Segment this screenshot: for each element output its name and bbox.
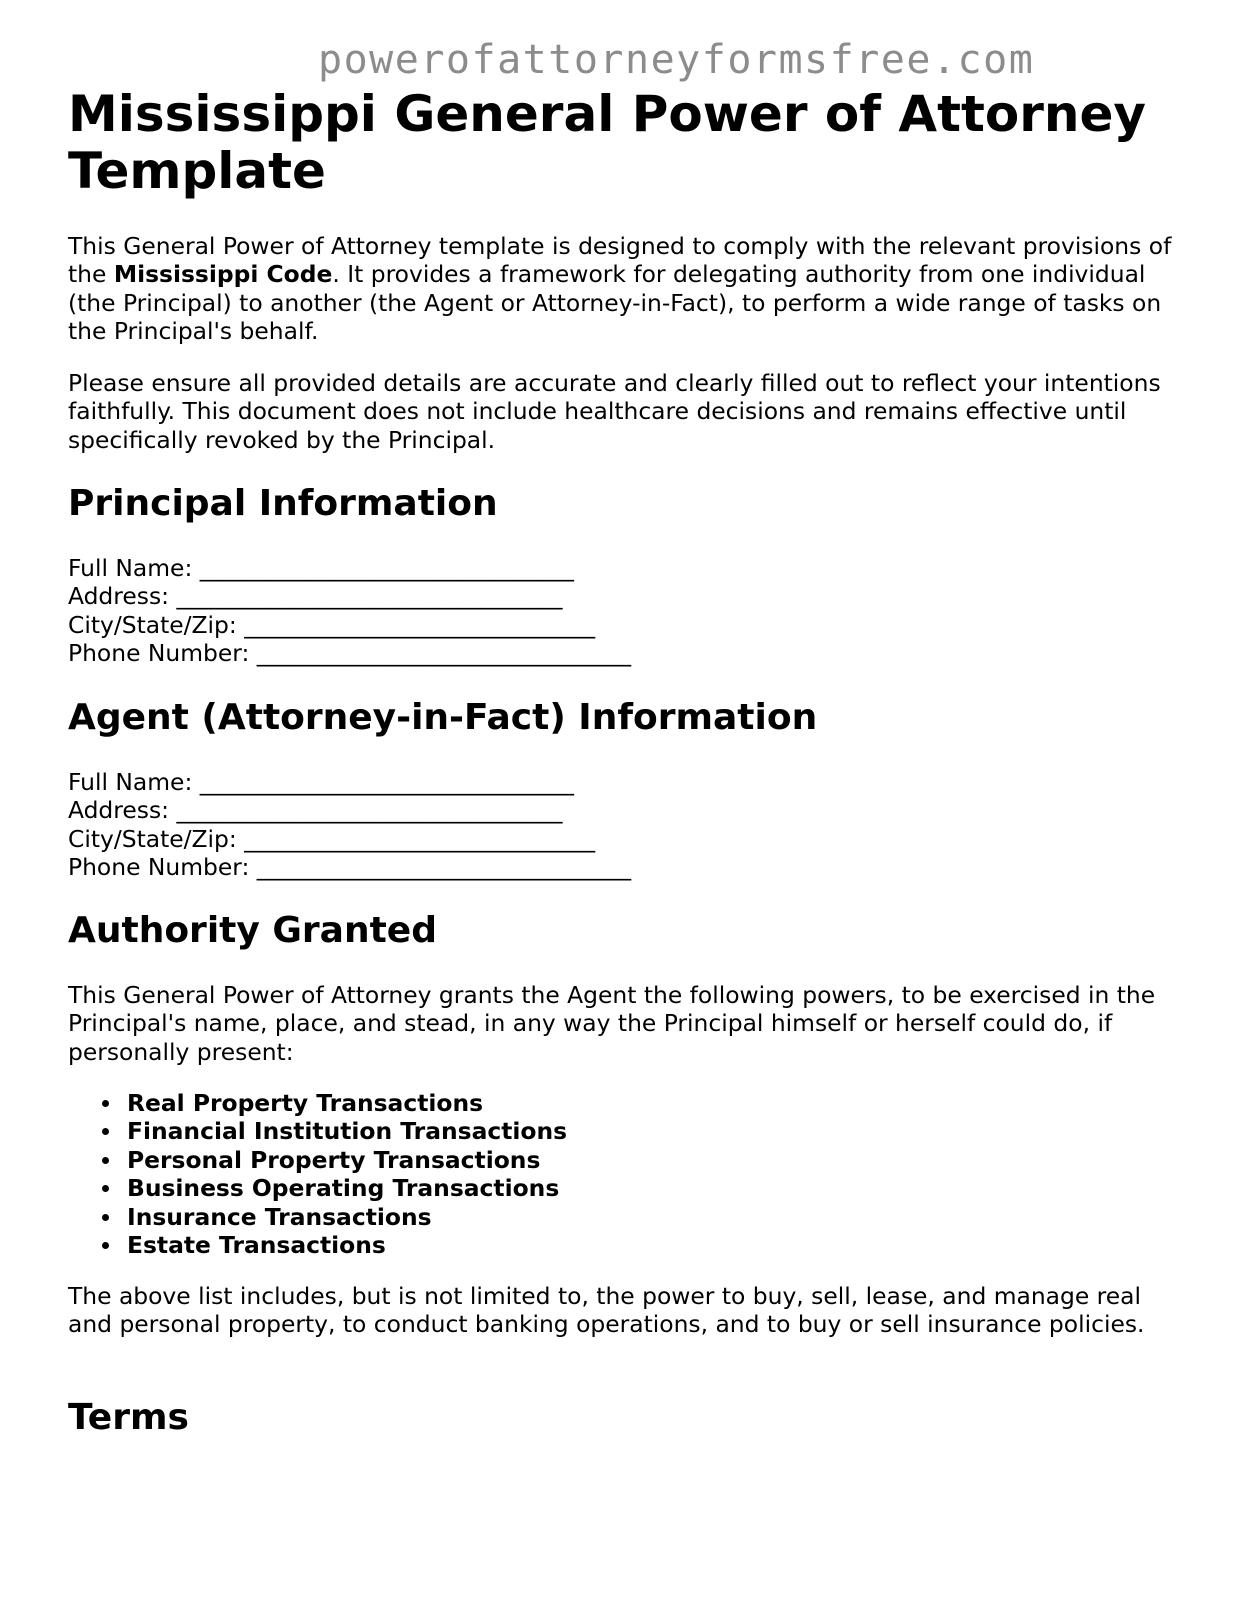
principal-full-name-field[interactable]: Full Name: ________________________________ xyxy=(68,554,575,582)
principal-phone-number-field[interactable]: Phone Number: ________________________________ xyxy=(68,639,632,668)
terms-heading: Terms xyxy=(68,1397,189,1438)
authority-heading: Authority Granted xyxy=(68,910,437,951)
list-item: Business Operating Transactions xyxy=(127,1174,567,1202)
principal-city-state-zip-field[interactable]: City/State/Zip: ______________________________ xyxy=(68,610,596,639)
principal-heading: Principal Information xyxy=(68,483,498,524)
intro-text-end: . It provides a framework for delegating authority from one individual (the Principal) to another (the Agent or Attorney-in-Fact), to perform a wide range of tasks on the Principal's behalf. xyxy=(68,260,1162,345)
mississippi-code-bold: Mississippi Code xyxy=(113,260,333,289)
document-title: Mississippi General Power of Attorney Template xyxy=(68,85,1147,200)
authority-intro-paragraph: This General Power of Attorney grants the Agent the following powers, to be exercised in the Principal's name, place, and stead, in any way the Principal himself or herself could do, if personally present: xyxy=(68,981,1156,1066)
principal-fields xyxy=(68,554,631,668)
list-item: Personal Property Transactions xyxy=(127,1146,567,1174)
authority-note-paragraph: The above list includes, but is not limited to, the power to buy, sell, lease, and manage real and personal property, to conduct banking operations, and to buy or sell insurance policies. xyxy=(68,1282,1145,1339)
instructions-paragraph: Please ensure all provided details are accurate and clearly filled out to reflect your intentions faithfully. This document does not include healthcare decisions and remains effective until specifically revoked by the Principal. xyxy=(68,369,1161,454)
watermark: powerofattorneyformsfree.com xyxy=(318,37,1035,83)
principal-address-field[interactable]: Address: _________________________________ xyxy=(68,582,563,611)
list-item: Estate Transactions xyxy=(127,1231,567,1259)
list-item: Insurance Transactions xyxy=(127,1203,567,1231)
powers-list xyxy=(68,1089,567,1259)
agent-phone-number-field[interactable]: Phone Number: ________________________________ xyxy=(68,853,632,882)
agent-fields xyxy=(68,768,631,882)
agent-city-state-zip-field[interactable]: City/State/Zip: ______________________________ xyxy=(68,824,596,853)
agent-full-name-field[interactable]: Full Name: ________________________________ xyxy=(68,768,575,796)
intro-text-start: This General Power of Attorney template is designed to comply with the relevant provisions of the xyxy=(68,232,1172,289)
list-item: Real Property Transactions xyxy=(127,1089,567,1117)
agent-heading: Agent (Attorney-in-Fact) Information xyxy=(68,697,818,738)
agent-address-field[interactable]: Address: _________________________________ xyxy=(68,796,563,825)
list-item: Financial Institution Transactions xyxy=(127,1117,568,1146)
intro-paragraph xyxy=(68,232,1178,345)
